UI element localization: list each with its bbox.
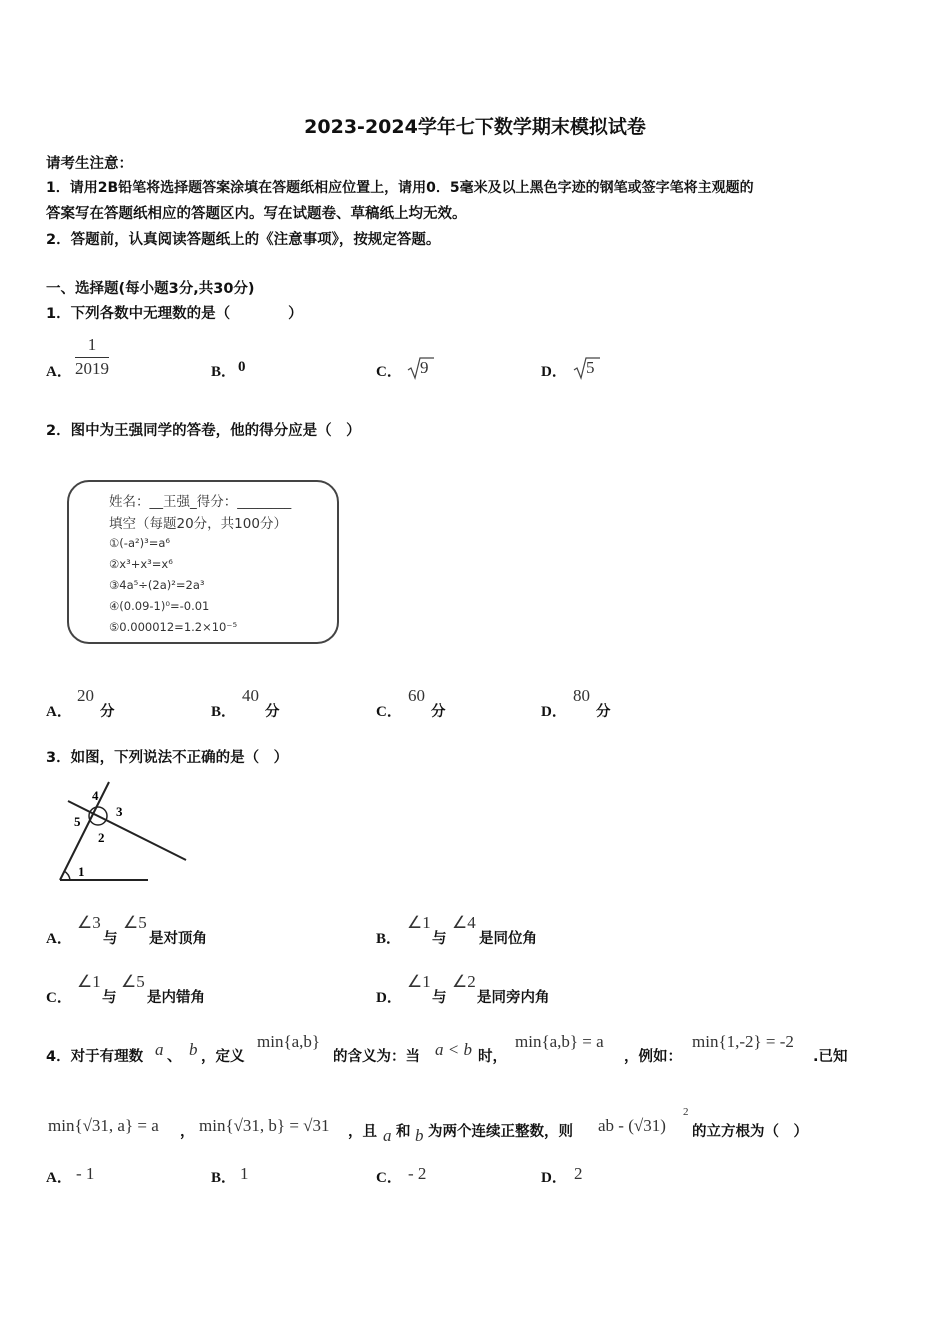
notice-heading: 请考生注意： <box>46 156 133 172</box>
q1-option-a-denominator: 2019 <box>75 359 109 378</box>
q3-option-a-text: 是对顶角 <box>149 931 207 947</box>
q3-option-c-angle-left: ∠1 <box>77 972 101 991</box>
q4-target-exponent: 2 <box>683 1106 689 1118</box>
q4-min-result: min{a,b} = a <box>515 1032 604 1051</box>
q2-option-d-score: 80 <box>573 686 590 705</box>
notice-item-1-line-2: 答案写在答题纸相应的答题区内。写在试题卷、草稿纸上均无效。 <box>46 206 467 222</box>
q4-option-b-label: B． <box>211 1170 237 1186</box>
q3-option-a-label: A． <box>46 931 72 947</box>
q4-option-a-value: - 1 <box>76 1164 95 1183</box>
q3-option-c-angle-right: ∠5 <box>121 972 145 991</box>
q2-option-c-score: 60 <box>408 686 425 705</box>
q4-stem-part-6: .已知 <box>813 1049 848 1065</box>
q4-target-expression: ab - (√31) <box>598 1116 666 1135</box>
q4-separator: 、 <box>167 1049 182 1065</box>
q1-option-c-label: C． <box>376 364 402 380</box>
q3-option-d-angle-left: ∠1 <box>407 972 431 991</box>
q4-example: min{1,-2} = -2 <box>692 1032 794 1051</box>
q4-given-1: min{√31, a} = a <box>48 1116 159 1135</box>
q3-option-b-connector: 与 <box>432 931 447 947</box>
section-heading: 一、选择题(每小题3分,共30分) <box>46 281 255 297</box>
q3-option-d-text: 是同旁内角 <box>477 990 550 1006</box>
q3-option-a-angle-left: ∠3 <box>77 913 101 932</box>
q4-option-d-value: 2 <box>574 1164 583 1183</box>
q1-option-c-value: 9 <box>420 358 429 377</box>
q4-stem-part-4: 时， <box>478 1049 507 1065</box>
q3-option-c-connector: 与 <box>102 990 117 1006</box>
q4-min-definition: min{a,b} <box>257 1032 321 1051</box>
q4-line2-part-2: 和 <box>396 1124 411 1140</box>
q2-option-d-unit: 分 <box>596 704 611 720</box>
q3-option-a-connector: 与 <box>103 931 118 947</box>
q2-card-item-3: ③4a⁵÷(2a)²=2a³ <box>109 578 205 592</box>
q4-given-separator: ， <box>180 1124 195 1140</box>
q2-option-b-label: B． <box>211 704 237 720</box>
q4-stem-part-5: ，例如： <box>624 1049 682 1065</box>
q4-option-c-value: - 2 <box>408 1164 427 1183</box>
q4-var-b: b <box>189 1040 198 1059</box>
q3-option-c-label: C． <box>46 990 72 1006</box>
q1-option-a-numerator: 1 <box>75 335 109 358</box>
q4-stem-part-3: 的含义为：当 <box>333 1049 420 1065</box>
q1-option-a-fraction <box>75 335 109 379</box>
q2-stem: 2．图中为王强同学的答卷，他的得分应是（ ） <box>46 423 361 439</box>
q1-option-b-label: B． <box>211 364 237 380</box>
q2-card-subtitle: 填空（每题20分，共100分） <box>109 516 287 532</box>
q2-option-a-label: A． <box>46 704 72 720</box>
q4-option-d-label: D． <box>541 1170 567 1186</box>
q3-figure-label-4: 4 <box>92 788 99 803</box>
q3-figure-label-3: 3 <box>116 804 123 819</box>
q3-option-b-label: B． <box>376 931 402 947</box>
q1-option-d-value: 5 <box>586 358 595 377</box>
q4-stem-part-1: 4．对于有理数 <box>46 1049 144 1065</box>
q3-stem: 3．如图，下列说法不正确的是（ ） <box>46 750 289 766</box>
q3-option-c-text: 是内错角 <box>147 990 205 1006</box>
q3-option-d-connector: 与 <box>432 990 447 1006</box>
q2-card-item-1: ①(-a²)³=a⁶ <box>109 536 170 550</box>
q2-option-b-score: 40 <box>242 686 259 705</box>
q2-option-a-score: 20 <box>77 686 94 705</box>
page-title: 2023-2024学年七下数学期末模拟试卷 <box>304 116 646 138</box>
q2-answer-card <box>67 480 339 644</box>
q4-line2-part-1: ，且 <box>348 1124 377 1140</box>
q2-card-item-5: ⑤0.000012=1.2×10⁻⁵ <box>109 620 238 634</box>
q4-line2-var-b: b <box>415 1126 424 1145</box>
q4-stem-part-2: ，定义 <box>201 1049 245 1065</box>
q1-option-a-label: A． <box>46 364 72 380</box>
q4-option-c-label: C． <box>376 1170 402 1186</box>
q3-option-a-angle-right: ∠5 <box>123 913 147 932</box>
q1-option-d-label: D． <box>541 364 567 380</box>
q4-condition: a < b <box>435 1040 472 1059</box>
q4-var-a: a <box>155 1040 164 1059</box>
q3-option-b-angle-right: ∠4 <box>452 913 476 932</box>
q2-option-c-unit: 分 <box>431 704 446 720</box>
notice-item-1-line-1: 1．请用2B铅笔将选择题答案涂填在答题纸相应位置上，请用0．5毫米及以上黑色字迹的钢笔或签字笔将主观题的 <box>46 180 754 196</box>
q4-line2-part-3: 为两个连续正整数，则 <box>428 1124 573 1140</box>
q4-given-2: min{√31, b} = √31 <box>199 1116 330 1135</box>
q2-card-item-4: ④(0.09-1)⁰=-0.01 <box>109 599 210 613</box>
q4-line2-var-a: a <box>383 1126 392 1145</box>
q2-option-a-unit: 分 <box>100 704 115 720</box>
q1-option-b-value: 0 <box>238 359 246 375</box>
q4-line2-part-4: 的立方根为（ ） <box>692 1124 808 1140</box>
q2-option-c-label: C． <box>376 704 402 720</box>
q1-stem: 1．下列各数中无理数的是（ ） <box>46 306 303 322</box>
q3-figure-label-1: 1 <box>78 864 85 879</box>
q2-option-d-label: D． <box>541 704 567 720</box>
q2-card-item-2: ②x³+x³=x⁶ <box>109 557 173 571</box>
q3-option-d-label: D． <box>376 990 402 1006</box>
q2-option-b-unit: 分 <box>265 704 280 720</box>
q3-option-b-text: 是同位角 <box>479 931 537 947</box>
q2-card-name-line: 姓名：__王强_得分：________ <box>109 494 292 510</box>
q3-option-d-angle-right: ∠2 <box>452 972 476 991</box>
q4-option-b-value: 1 <box>240 1164 249 1183</box>
q3-figure-label-5: 5 <box>74 814 81 829</box>
q3-angle-figure <box>56 778 191 888</box>
q3-figure-label-2: 2 <box>98 830 105 845</box>
notice-item-2: 2．答题前，认真阅读答题纸上的《注意事项》，按规定答题。 <box>46 232 441 248</box>
q3-option-b-angle-left: ∠1 <box>407 913 431 932</box>
q4-option-a-label: A． <box>46 1170 72 1186</box>
